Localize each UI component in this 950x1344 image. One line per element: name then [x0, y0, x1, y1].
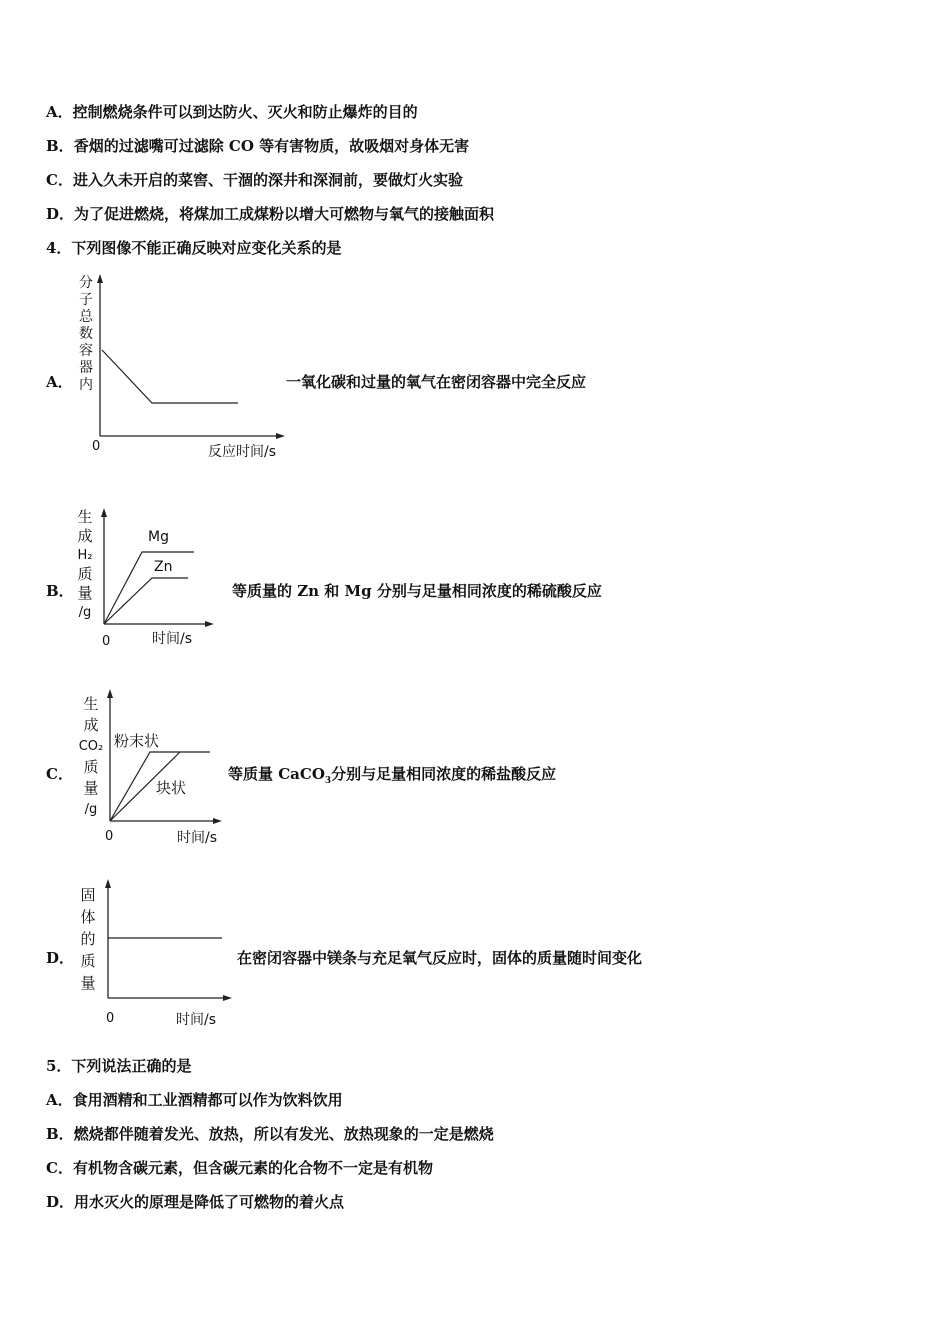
ylabel-char: 生 — [77, 508, 93, 526]
ylabel-char: 量 — [77, 584, 93, 602]
q3-option-c — [46, 170, 463, 190]
q3-option-a — [46, 102, 418, 122]
q5-stem: 5．下列说法正确的是 — [46, 1057, 192, 1075]
graph-c — [100, 686, 232, 848]
option-text: 香烟的过滤嘴可过滤除 CO 等有害物质，故吸烟对身体无害 — [73, 137, 470, 155]
origin-label: 0 — [105, 829, 114, 844]
ylabel-char: 的 — [80, 930, 96, 948]
series-label-powder: 粉末状 — [114, 732, 160, 750]
option-text: 燃烧都伴随着发光、放热，所以有发光、放热现象的一定是燃烧 — [73, 1125, 494, 1143]
data-line — [102, 350, 238, 403]
ylabel-char: 生 — [83, 695, 99, 713]
graph-d-ylabel — [80, 884, 96, 994]
q5-option-d — [46, 1192, 344, 1212]
ylabel-char: 量 — [83, 779, 99, 797]
q4-option-c-letter: C． — [46, 765, 73, 783]
q4-option-b-desc: 等质量的 Zn 和 Mg 分别与足量相同浓度的稀硫酸反应 — [232, 582, 602, 600]
x-axis-arrow — [213, 818, 222, 824]
ylabel-char: 内 — [79, 377, 93, 393]
ylabel-char: H₂ — [77, 548, 93, 563]
ylabel-char: 成 — [77, 527, 93, 545]
series-label-zn: Zn — [154, 559, 173, 575]
ylabel-char: 器 — [79, 360, 93, 376]
y-axis-arrow — [101, 508, 107, 517]
q4-option-d-letter: D． — [46, 949, 75, 967]
series-label-lump: 块状 — [156, 779, 187, 797]
graph-b-ylabel — [76, 508, 94, 622]
ylabel-char: 分 — [79, 275, 93, 291]
ylabel-char: 质 — [83, 758, 99, 776]
graph-b — [96, 506, 226, 650]
ylabel-char: /g — [78, 605, 92, 620]
ylabel-char: 固 — [80, 886, 96, 904]
option-text: 进入久未开启的菜窖、干涸的深井和深洞前，要做灯火实验 — [72, 171, 463, 189]
option-text: 控制燃烧条件可以到达防火、灭火和防止爆炸的目的 — [72, 103, 418, 121]
option-text: 有机物含碳元素，但含碳元素的化合物不一定是有机物 — [72, 1159, 433, 1177]
option-text: 用水灭火的原理是降低了可燃物的着火点 — [74, 1193, 345, 1211]
x-axis-label: 时间/s — [152, 631, 193, 647]
q4-option-c-desc — [228, 763, 556, 786]
x-axis-label: 反应时间/s — [208, 444, 277, 460]
q4-stem: 4．下列图像不能正确反映对应变化关系的是 — [46, 239, 342, 257]
ylabel-char: 质 — [77, 565, 93, 583]
q3-option-b — [46, 136, 469, 156]
option-letter: A． — [46, 103, 73, 121]
x-axis-arrow — [223, 995, 232, 1001]
option-letter: D． — [46, 1193, 75, 1211]
x-axis-arrow — [205, 621, 214, 627]
graph-b-svg — [96, 506, 226, 650]
option-letter: B． — [46, 1125, 74, 1143]
ylabel-char: 体 — [80, 908, 96, 926]
option-text: 食用酒精和工业酒精都可以作为饮料饮用 — [72, 1091, 343, 1109]
q5-option-c — [46, 1158, 433, 1178]
ylabel-char: 质 — [80, 952, 96, 970]
q4-option-d-desc: 在密闭容器中镁条与充足氧气反应时，固体的质量随时间变化 — [237, 949, 643, 967]
desc-text: 分别与足量相同浓度的稀盐酸反应 — [331, 765, 557, 783]
x-axis-label: 时间/s — [177, 830, 218, 846]
q4-option-b-letter: B． — [46, 582, 74, 600]
option-text: 为了促进燃烧，将煤加工成煤粉以增大可燃物与氧气的接触面积 — [74, 205, 495, 223]
ylabel-char: 容 — [79, 343, 93, 359]
graph-c-svg — [100, 686, 232, 848]
y-axis-arrow — [97, 274, 103, 283]
origin-label: 0 — [106, 1011, 115, 1026]
x-axis-label: 时间/s — [176, 1012, 217, 1028]
graph-a — [90, 272, 290, 464]
graph-d-svg — [100, 876, 240, 1032]
option-letter: C． — [46, 171, 73, 189]
ylabel-char: 数 — [79, 326, 93, 342]
desc-subscript: 3 — [324, 776, 332, 786]
y-axis-arrow — [105, 879, 111, 888]
origin-label: 0 — [92, 439, 101, 454]
option-letter: A． — [46, 1091, 73, 1109]
option-letter: D． — [46, 205, 75, 223]
ylabel-char: CO₂ — [78, 739, 104, 754]
graph-a-svg — [90, 272, 290, 464]
origin-label: 0 — [102, 634, 111, 649]
ylabel-char: 总 — [79, 309, 93, 325]
desc-text: 等质量 CaCO — [228, 765, 325, 783]
series-label-mg: Mg — [148, 529, 169, 545]
q4-option-a-desc: 一氧化碳和过量的氧气在密闭容器中完全反应 — [286, 373, 587, 391]
option-letter: B． — [46, 137, 74, 155]
option-letter: C． — [46, 1159, 73, 1177]
graph-d — [100, 876, 240, 1032]
ylabel-char: 子 — [79, 292, 93, 308]
q4-option-a-letter: A． — [46, 373, 73, 391]
ylabel-char: /g — [84, 802, 98, 817]
q5-option-b — [46, 1124, 494, 1144]
q5-option-a — [46, 1090, 343, 1110]
q3-option-d — [46, 204, 494, 224]
ylabel-char: 量 — [80, 974, 96, 992]
x-axis-arrow — [276, 433, 285, 439]
series-line-mg — [104, 552, 194, 624]
y-axis-arrow — [107, 689, 113, 698]
ylabel-char: 成 — [83, 716, 99, 734]
